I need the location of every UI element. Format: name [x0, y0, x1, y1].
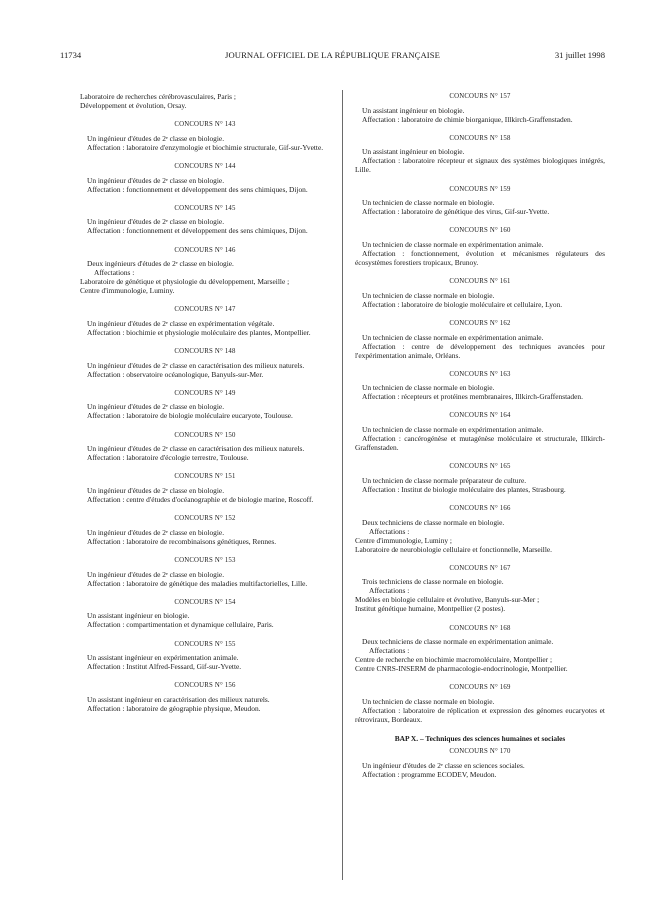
- concours-text-line: Un technicien de classe normale en biologie.: [362, 383, 495, 393]
- concours-block: [355, 92, 605, 124]
- concours-text-line: Un technicien de classe normale préparateur de culture.: [362, 475, 527, 485]
- concours-text-line: Affectation : laboratoire de recombinaisons génétiques, Rennes.: [87, 536, 277, 546]
- concours-text-line: Laboratoire de recherches cérébrovasculaires, Paris ;: [80, 92, 236, 101]
- concours-block: [80, 681, 330, 713]
- concours-title: CONCOURS N° 149: [174, 389, 236, 397]
- left-column: [80, 92, 330, 713]
- concours-text-line: Développement et évolution, Orsay.: [80, 101, 187, 110]
- concours-title: CONCOURS N° 157: [449, 93, 511, 100]
- concours-block: [80, 640, 330, 672]
- concours-block: [355, 411, 605, 452]
- concours-text-line: Affectation : laboratoire de chimie biorganique, Illkirch-Graffenstaden.: [362, 114, 573, 124]
- concours-title: CONCOURS N° 167: [449, 564, 511, 572]
- concours-text-line: Affectation : Institut Alfred-Fessard, Gif-sur-Yvette.: [87, 662, 242, 672]
- concours-text-line: Affectation : centre de développement des techniques avancées pour l'expérimentation animale, Orléans.: [355, 341, 605, 360]
- journal-title: JOURNAL OFFICIEL DE LA RÉPUBLIQUE FRANÇAISE: [225, 50, 440, 60]
- concours-text-line: Un ingénieur d'études de 2ᵉ classe en sciences sociales.: [362, 760, 525, 770]
- page-number: 11734: [60, 50, 82, 60]
- concours-text-line: Affectations :: [369, 646, 410, 656]
- concours-text-line: Affectation : laboratoire de géographie physique, Meudon.: [87, 703, 261, 713]
- concours-text-line: Affectation : laboratoire de génétique des virus, Gif-sur-Yvette.: [362, 207, 550, 217]
- concours-title: CONCOURS N° 145: [174, 204, 236, 212]
- concours-text-line: Un ingénieur d'études de 2ᵉ classe en biologie.: [87, 527, 225, 537]
- concours-text-line: Affectation : laboratoire de biologie moléculaire et cellulaire, Lyon.: [362, 299, 563, 309]
- concours-block: [80, 514, 330, 546]
- concours-text-line: Modèles en biologie cellulaire et évolutive, Banyuls-sur-Mer ;: [355, 595, 540, 605]
- concours-title: CONCOURS N° 165: [449, 463, 511, 471]
- concours-text-line: Affectation : fonctionnement, évolution et mécanismes régulateurs des écosystèmes forestiers tropicaux, Brunoy.: [355, 248, 605, 267]
- concours-title: CONCOURS N° 148: [174, 348, 236, 356]
- publication-date: 31 juillet 1998: [554, 50, 605, 60]
- concours-title: CONCOURS N° 168: [449, 624, 511, 632]
- concours-block: [80, 92, 330, 110]
- concours-block: [355, 504, 605, 554]
- concours-title: CONCOURS N° 153: [174, 557, 236, 564]
- concours-block: [80, 431, 330, 463]
- concours-block: [80, 347, 330, 379]
- concours-block: [355, 277, 605, 309]
- concours-block: [355, 462, 605, 494]
- concours-block: [80, 162, 330, 194]
- concours-text-line: Institut génétique humaine, Montpellier (2 postes).: [355, 604, 506, 614]
- concours-title: CONCOURS N° 144: [174, 162, 236, 170]
- right-column: [355, 92, 605, 779]
- concours-text-line: Affectation : biochimie et physiologie moléculaire des plantes, Montpellier.: [87, 327, 311, 337]
- concours-text-line: Affectation : cancérogénèse et mutagénèse moléculaire et structurale, Illkirch-Graffenstaden.: [355, 434, 605, 453]
- concours-text-line: Un technicien de classe normale en biologie.: [362, 198, 495, 208]
- concours-text-line: Affectation : observatoire océanologique, Banyuls-sur-Mer.: [87, 369, 264, 379]
- concours-block: [355, 734, 605, 779]
- concours-text-line: Un ingénieur d'études de 2ᵉ classe en biologie.: [87, 402, 225, 412]
- concours-text-line: Affectations :: [94, 268, 135, 278]
- concours-block: [80, 389, 330, 421]
- concours-text-line: Centre de recherche en biochimie macromoléculaire, Montpellier ;: [355, 655, 552, 665]
- concours-title: CONCOURS N° 152: [174, 515, 236, 523]
- concours-block: [355, 683, 605, 724]
- concours-title: CONCOURS N° 159: [449, 185, 511, 193]
- concours-title: CONCOURS N° 154: [174, 598, 236, 606]
- concours-text-line: Un assistant ingénieur en biologie.: [362, 147, 465, 157]
- concours-text-line: Un ingénieur d'études de 2ᵉ classe en biologie.: [87, 569, 225, 579]
- concours-text-line: Deux techniciens de classe normale en biologie.: [362, 517, 505, 527]
- concours-text-line: Un ingénieur d'études de 2ᵉ classe en biologie.: [87, 486, 225, 496]
- concours-text-line: Affectations :: [369, 526, 410, 536]
- concours-title: CONCOURS N° 164: [449, 412, 511, 420]
- concours-title: CONCOURS N° 170: [449, 748, 511, 756]
- concours-text-line: Affectation : compartimentation et dynamique cellulaire, Paris.: [87, 620, 274, 630]
- concours-text-line: Affectation : Institut de biologie moléculaire des plantes, Strasbourg.: [362, 484, 566, 494]
- concours-text-line: Deux techniciens de classe normale en expérimentation animale.: [362, 637, 554, 647]
- concours-block: [80, 204, 330, 236]
- concours-block: [80, 246, 330, 296]
- concours-block: [80, 556, 330, 588]
- concours-block: [80, 472, 330, 504]
- concours-title: CONCOURS N° 169: [449, 684, 511, 692]
- concours-text-line: Affectation : laboratoire d'enzymologie et biochimie structurale, Gif-sur-Yvette.: [87, 142, 324, 152]
- concours-block: [355, 624, 605, 674]
- concours-title: CONCOURS N° 146: [174, 246, 236, 254]
- concours-text-line: Un technicien de classe normale en biologie.: [362, 290, 495, 300]
- concours-title: CONCOURS N° 147: [174, 306, 236, 314]
- concours-text-line: Affectation : laboratoire de réplication et expression des génomes eucaryotes et rétroviraux, Bordeaux.: [355, 705, 605, 724]
- concours-text-line: Laboratoire de génétique et physiologie du développement, Marseille ;: [80, 277, 290, 287]
- concours-text-line: Affectation : laboratoire récepteur et signaux des systèmes biologiques intégrés, Lille.: [355, 156, 605, 175]
- concours-title: CONCOURS N° 151: [174, 473, 236, 481]
- concours-text-line: Trois techniciens de classe normale en biologie.: [362, 577, 504, 587]
- concours-text-line: Centre d'immunologie, Luminy ;: [355, 535, 452, 545]
- concours-title: CONCOURS N° 161: [449, 278, 511, 286]
- concours-text-line: Un technicien de classe normale en expérimentation animale.: [362, 239, 544, 249]
- concours-title: CONCOURS N° 155: [174, 640, 236, 648]
- concours-text-line: Centre CNRS-INSERM de pharmacologie-endocrinologie, Montpellier.: [355, 664, 568, 674]
- concours-text-line: Un technicien de classe normale en biologie.: [362, 696, 495, 706]
- concours-block: [355, 134, 605, 175]
- concours-text-line: Affectation : récepteurs et protéines membranaires, Illkirch-Graffenstaden.: [362, 392, 583, 402]
- concours-text-line: Un ingénieur d'études de 2ᵉ classe en caractérisation des milieux naturels.: [87, 360, 305, 370]
- concours-text-line: Affectation : laboratoire de biologie moléculaire eucaryote, Toulouse.: [87, 411, 293, 421]
- concours-text-line: Un ingénieur d'études de 2ᵉ classe en biologie.: [87, 133, 225, 143]
- concours-text-line: Un technicien de classe normale en expérimentation animale.: [362, 332, 544, 342]
- concours-block: [355, 226, 605, 267]
- concours-title: CONCOURS N° 160: [449, 227, 511, 235]
- concours-block: [80, 598, 330, 630]
- concours-text-line: Deux ingénieurs d'études de 2ᵉ classe en biologie.: [87, 259, 234, 269]
- concours-text-line: Un technicien de classe normale en expérimentation animale.: [362, 425, 544, 435]
- concours-title: CONCOURS N° 163: [449, 370, 511, 378]
- concours-block: [355, 185, 605, 217]
- concours-text-line: Affectation : laboratoire d'écologie terrestre, Toulouse.: [87, 453, 249, 463]
- concours-text-line: Un assistant ingénieur en caractérisation des milieux naturels.: [87, 694, 270, 704]
- concours-title: CONCOURS N° 143: [174, 121, 236, 129]
- concours-text-line: Centre d'immunologie, Luminy.: [80, 286, 175, 296]
- concours-text-line: Affectation : centre d'études d'océanographie et de biologie marine, Roscoff.: [87, 495, 314, 505]
- concours-text-line: Un assistant ingénieur en biologie.: [87, 611, 190, 621]
- concours-title: CONCOURS N° 158: [449, 134, 511, 142]
- concours-text-line: Affectation : fonctionnement et développement des sens chimiques, Dijon.: [87, 184, 308, 194]
- concours-title: CONCOURS N° 156: [174, 682, 236, 690]
- concours-text-line: Affectation : fonctionnement et développement des sens chimiques, Dijon.: [87, 226, 308, 236]
- column-divider: [342, 90, 343, 880]
- concours-block: [80, 120, 330, 152]
- concours-block: [355, 370, 605, 402]
- concours-block: [355, 319, 605, 360]
- concours-text-line: Un ingénieur d'études de 2ᵉ classe en biologie.: [87, 175, 225, 185]
- concours-title: CONCOURS N° 150: [174, 431, 236, 439]
- concours-text-line: Affectation : laboratoire de génétique des maladies multifactorielles, Lille.: [87, 578, 308, 588]
- concours-text-line: Affectations :: [369, 586, 410, 596]
- concours-title: CONCOURS N° 162: [449, 319, 511, 327]
- concours-text-line: Laboratoire de neurobiologie cellulaire et fonctionnelle, Marseille.: [355, 544, 553, 554]
- concours-text-line: Un assistant ingénieur en biologie.: [362, 105, 465, 115]
- section-heading: BAP X. – Techniques des sciences humaines et sociales: [394, 734, 566, 744]
- concours-text-line: Un ingénieur d'études de 2ᵉ classe en expérimentation végétale.: [87, 318, 275, 328]
- concours-title: CONCOURS N° 166: [449, 505, 511, 513]
- page-header: [60, 50, 605, 64]
- concours-text-line: Affectation : programme ECODEV, Meudon.: [362, 769, 497, 779]
- concours-block: [355, 564, 605, 614]
- concours-text-line: Un ingénieur d'études de 2ᵉ classe en biologie.: [87, 217, 225, 227]
- concours-block: [80, 305, 330, 337]
- concours-text-line: Un assistant ingénieur en expérimentation animale.: [87, 653, 239, 663]
- concours-text-line: Un ingénieur d'études de 2ᵉ classe en caractérisation des milieux naturels.: [87, 444, 305, 454]
